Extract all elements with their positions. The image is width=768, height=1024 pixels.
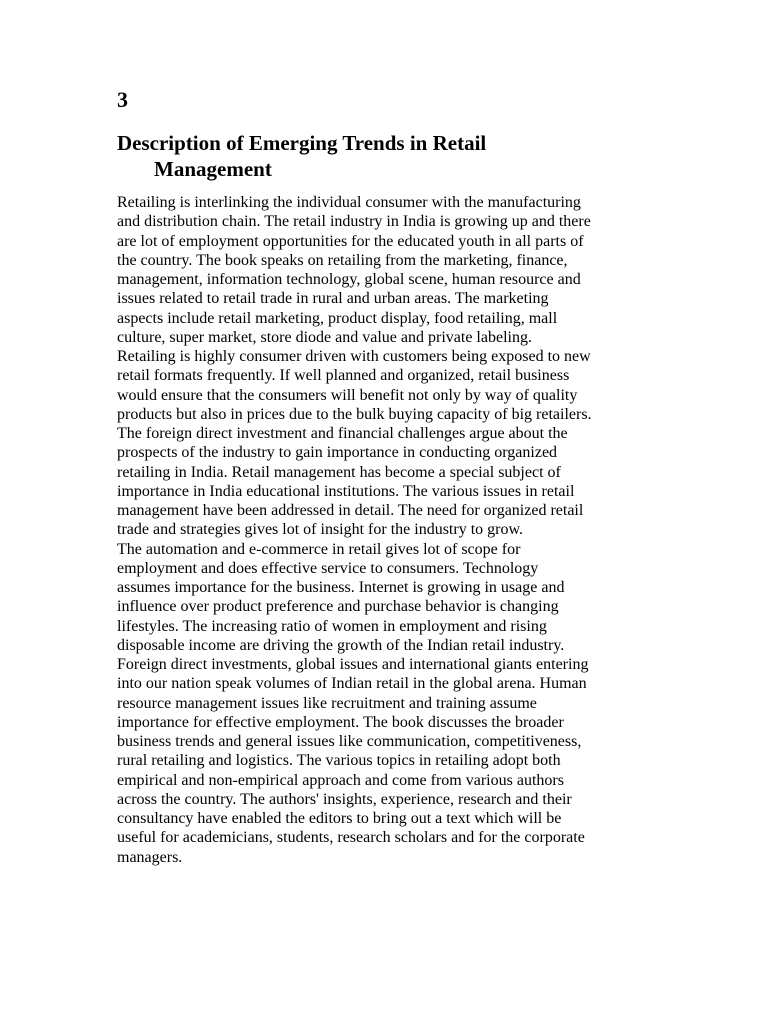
body-text-line: Retailing is interlinking the individual consumer with the manufacturing: [117, 194, 581, 211]
body-text-line: culture, super market, store diode and value and private labeling.: [117, 328, 532, 346]
body-text-line: across the country. The authors' insights, experience, research and their: [117, 790, 572, 808]
body-text-line: Foreign direct investments, global issues and international giants entering: [117, 656, 589, 673]
body-text-line: rural retailing and logistics. The various topics in retailing adopt both: [117, 752, 561, 770]
body-text-line: aspects include retail marketing, product display, food retailing, mall: [117, 309, 558, 327]
body-text-line: are lot of employment opportunities for the educated youth in all parts of: [117, 232, 584, 250]
body-text-line: management have been addressed in detail. The need for organized retail: [117, 502, 584, 519]
body-text-line: empirical and non-empirical approach and come from various authors: [117, 771, 564, 789]
body-text-line: managers.: [117, 848, 183, 866]
body-text-line: assumes importance for the business. Internet is growing in usage and: [117, 579, 565, 596]
body-text-line: disposable income are driving the growth of the Indian retail industry.: [117, 636, 565, 654]
body-text-line: issues related to retail trade in rural and urban areas. The marketing: [117, 290, 549, 308]
body-text-line: importance in India educational institutions. The various issues in retail: [117, 482, 575, 500]
body-text-line: useful for academicians, students, research scholars and for the corporate: [117, 829, 585, 847]
body-text-line: consultancy have enabled the editors to bring out a text which will be: [117, 810, 562, 827]
body-text-line: management, information technology, global scene, human resource and: [117, 271, 581, 288]
body-text-line: into our nation speak volumes of Indian retail in the global arena. Human: [117, 675, 587, 693]
body-text-line: Retailing is highly consumer driven with customers being exposed to new: [117, 348, 591, 365]
body-text-line: The automation and e-commerce in retail gives lot of scope for: [117, 540, 521, 558]
body-text-line: retailing in India. Retail management has become a special subject of: [117, 463, 561, 481]
body-text-line: products but also in prices due to the bulk buying capacity of big retailers.: [117, 405, 592, 423]
body-text-line: resource management issues like recruitment and training assume: [117, 694, 537, 712]
body-text-line: prospects of the industry to gain importance in conducting organized: [117, 444, 558, 462]
body-text-line: influence over product preference and purchase behavior is changing: [117, 598, 559, 616]
body-text-line: retail formats frequently. If well planned and organized, retail business: [117, 367, 570, 385]
body-paragraph: [117, 193, 657, 867]
chapter-title-line: Management: [154, 157, 272, 181]
body-text-line: trade and strategies gives lot of insight for the industry to grow.: [117, 521, 523, 539]
body-text-line: employment and does effective service to consumers. Technology: [117, 559, 539, 577]
body-text-line: and distribution chain. The retail industry in India is growing up and there: [117, 213, 591, 231]
chapter-title-line: Description of Emerging Trends in Retail: [117, 131, 487, 155]
body-text-line: lifestyles. The increasing ratio of women in employment and rising: [117, 617, 547, 635]
body-text-line: importance for effective employment. The book discusses the broader: [117, 713, 564, 731]
body-text-line: would ensure that the consumers will benefit not only by way of quality: [117, 386, 578, 404]
body-text-line: the country. The book speaks on retailing from the marketing, finance,: [117, 251, 568, 269]
chapter-title: [117, 130, 677, 182]
body-text-line: The foreign direct investment and financial challenges argue about the: [117, 425, 568, 442]
chapter-number: 3: [117, 87, 128, 112]
body-text-line: business trends and general issues like communication, competitiveness,: [117, 733, 582, 750]
